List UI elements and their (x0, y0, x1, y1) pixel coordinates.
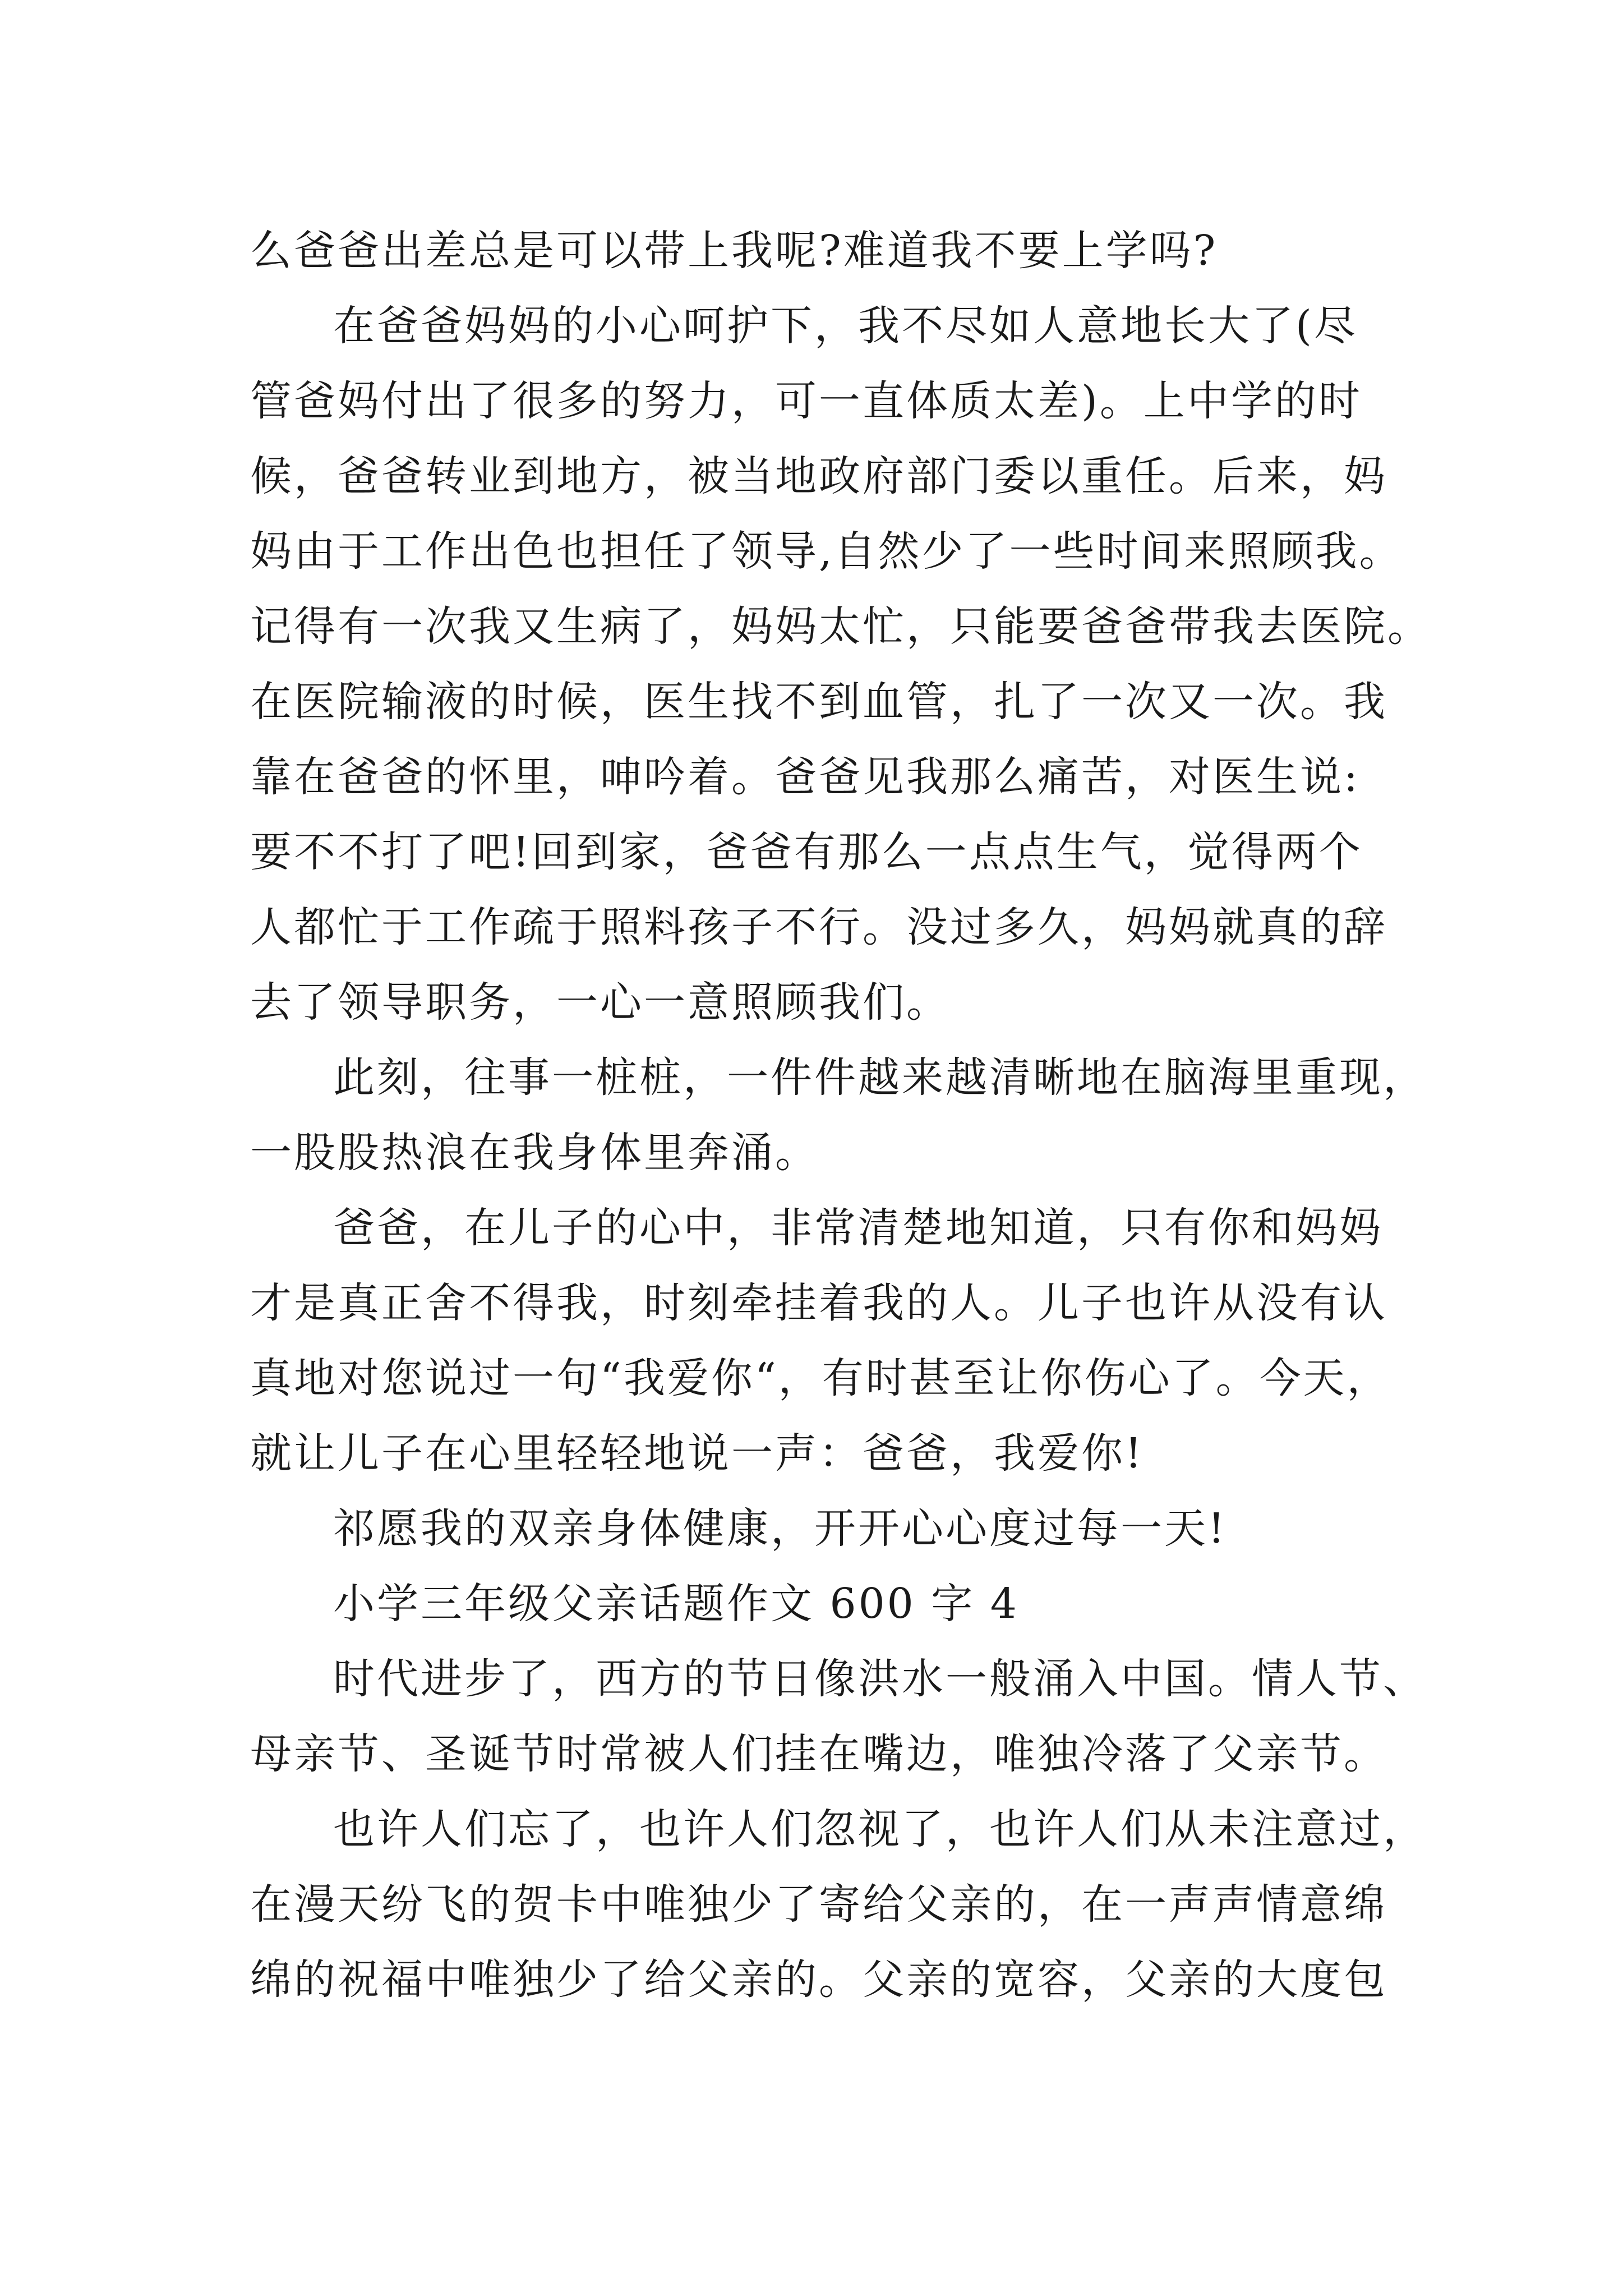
text-line: 此刻，往事一桩桩，一件件越来越清晰地在脑海里重现， (333, 1053, 1427, 1102)
text-line: 去了领导职务，一心一意照顾我们。 (250, 978, 950, 1027)
text-line: 在医院输液的时候，医生找不到血管，扎了一次又一次。我 (250, 678, 1387, 726)
document-body (250, 213, 1431, 2017)
text-line: 就让儿子在心里轻轻地说一声：爸爸，我爱你! (250, 1429, 1144, 1478)
text-line: 绵的祝福中唯独少了给父亲的。父亲的宽容，父亲的大度包 (250, 1955, 1387, 2004)
text-line: 记得有一次我又生病了，妈妈太忙，只能要爸爸带我去医院。 (250, 602, 1431, 651)
text-line: 时代进步了，西方的节日像洪水一般涌入中国。情人节、 (333, 1655, 1427, 1703)
text-line: 真地对您说过一句“我爱你“，有时甚至让你伤心了。今天， (250, 1354, 1391, 1402)
text-line: 管爸妈付出了很多的努力，可一直体质太差)。上中学的时 (250, 377, 1362, 425)
text-line: 祁愿我的双亲身体健康，开开心心度过每一天! (333, 1504, 1227, 1553)
text-line: 要不不打了吧!回到家，爸爸有那么一点点生气，觉得两个 (250, 828, 1363, 876)
text-line: 才是真正舍不得我，时刻牵挂着我的人。儿子也许从没有认 (250, 1279, 1387, 1327)
text-line: 靠在爸爸的怀里，呻吟着。爸爸见我那么痛苦，对医生说: (250, 753, 1360, 801)
text-line: 在漫天纷飞的贺卡中唯独少了寄给父亲的，在一声声情意绵 (250, 1880, 1387, 1929)
text-line: 人都忙于工作疏于照料孩子不行。没过多久，妈妈就真的辞 (250, 903, 1387, 951)
text-line: 妈由于工作出色也担任了领导,自然少了一些时间来照顾我。 (250, 527, 1403, 576)
text-line: 爸爸，在儿子的心中，非常清楚地知道，只有你和妈妈 (333, 1204, 1383, 1252)
text-line: 一股股热浪在我身体里奔涌。 (250, 1129, 819, 1177)
text-line: 候，爸爸转业到地方，被当地政府部门委以重任。后来，妈 (250, 452, 1387, 500)
text-line: 小学三年级父亲话题作文 600 字 4 (333, 1580, 1019, 1628)
text-line: 母亲节、圣诞节时常被人们挂在嘴边，唯独冷落了父亲节。 (250, 1730, 1387, 1778)
text-line: 么爸爸出差总是可以带上我呢?难道我不要上学吗? (250, 227, 1218, 275)
text-line: 也许人们忘了，也许人们忽视了，也许人们从未注意过， (333, 1805, 1427, 1853)
text-line: 在爸爸妈妈的小心呵护下，我不尽如人意地长大了(尽 (333, 302, 1358, 350)
